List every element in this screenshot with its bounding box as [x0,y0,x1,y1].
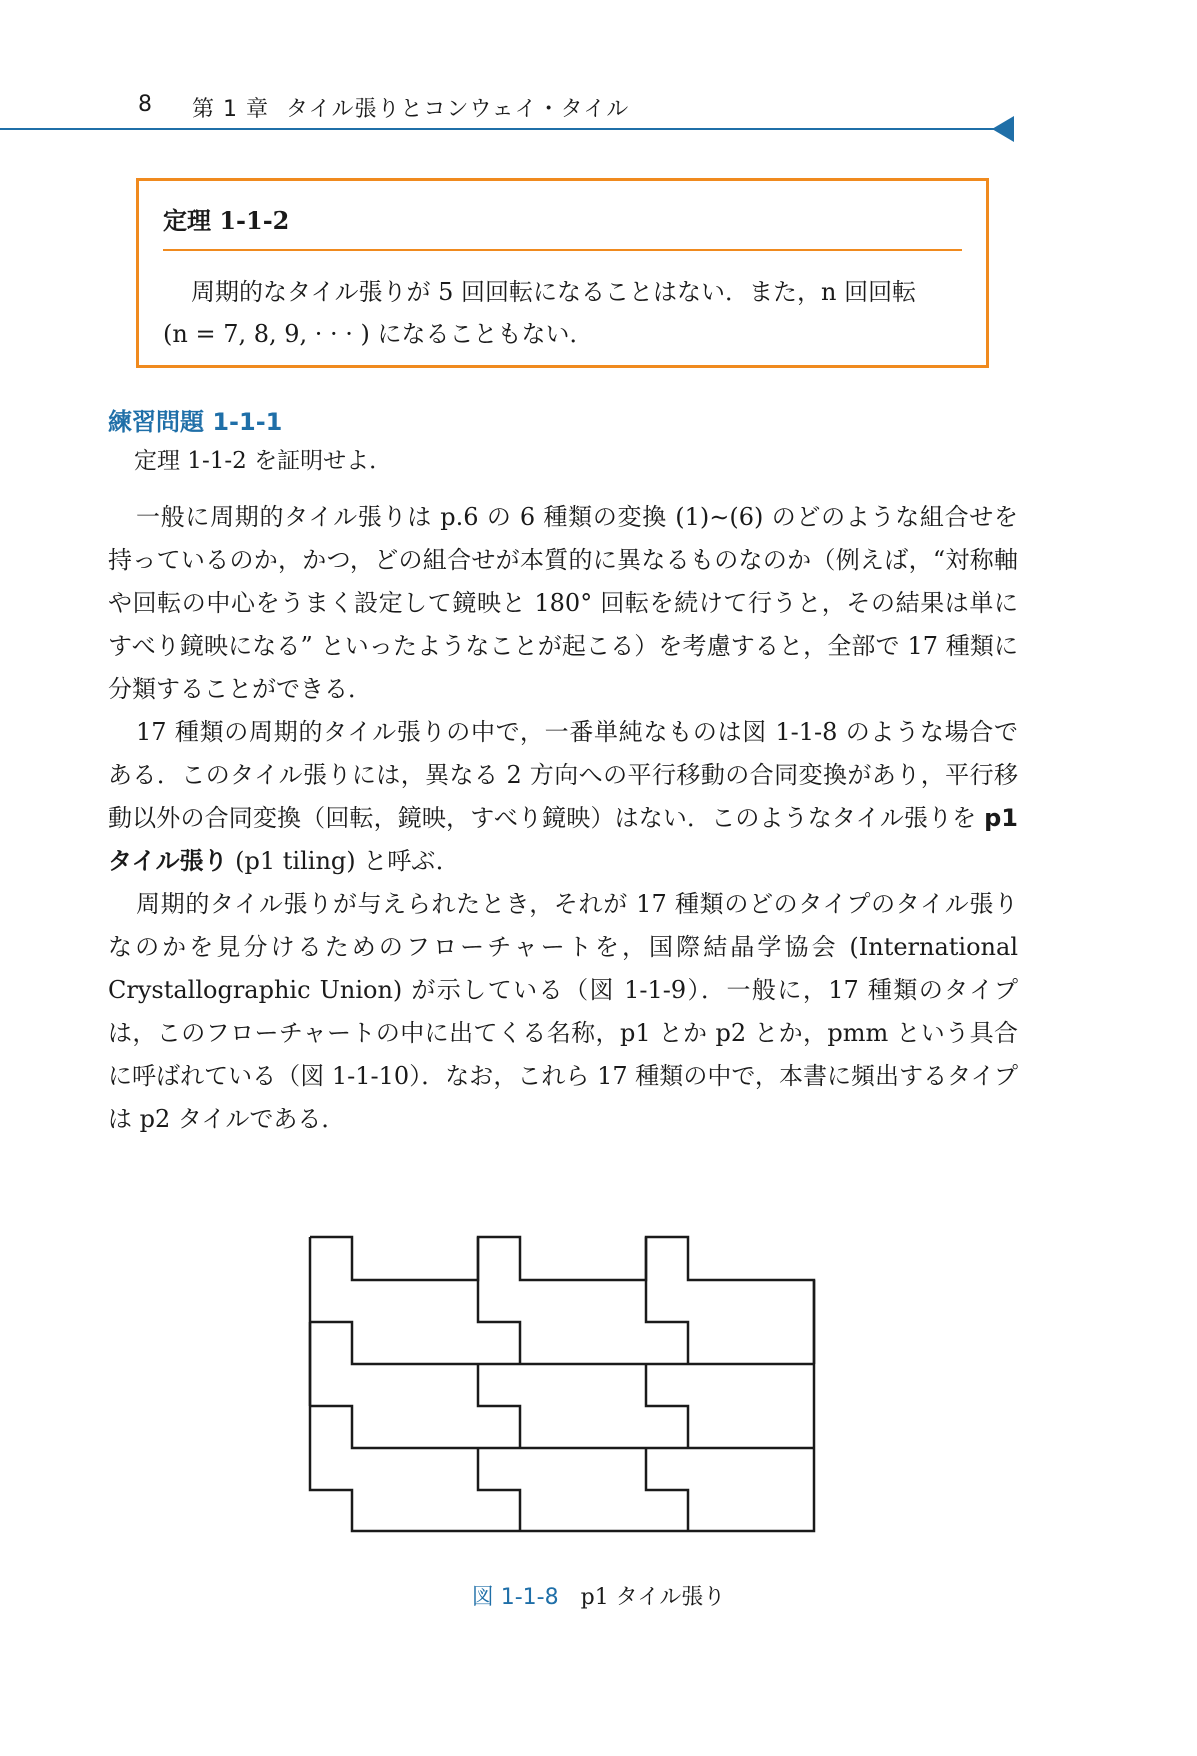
theorem-line-2: (n = 7, 8, 9, · · · ) になることもない． [163,320,594,348]
tile-edge [478,1448,520,1531]
theorem-box [136,178,989,368]
tile-edge [646,1448,688,1531]
page-number: 8 [138,92,152,117]
tile-edge [310,1322,814,1364]
tile-row-1 [310,1237,814,1364]
exercise-title: 練習問題 1-1-1 [108,408,283,436]
body-text [108,496,1018,1141]
paragraph-3: 周期的タイル張りが与えられたとき，それが 17 種類のどのタイプのタイル張りなのかを見分けるためのフローチャートを，国際結晶学協会 (International Crystallographic Union) が示している（図 1-1-9）．一般に，17 種類のタイプは，このフローチャートの中に出てくる名称，p1 とか p2 とか，pmm という具合に呼ばれている（図 1-1-10）．なお，これら 17 種類の中で，本書に頻出するタイプは p2 タイルである． [108,890,1018,1133]
chapter-title: タイル張りとコンウェイ・タイル [286,97,630,122]
term-p1-tiling: p1 タイル張り [108,804,1018,875]
paragraph-2 [108,711,1018,883]
exercise-body: 定理 1-1-2 を証明せよ． [134,448,393,474]
tile-edge [478,1237,520,1364]
theorem-title: 定理 1-1-2 [163,206,290,235]
p1-tiling-figure [0,1230,1197,1560]
tile-edge [478,1364,520,1448]
tile-edge [646,1237,688,1364]
tile-edge [310,1406,814,1448]
tile [310,1237,814,1364]
paragraph-2-text-a: 17 種類の周期的タイル張りの中で，一番単純なものは図 1-1-8 のような場合である．このタイル張りには，異なる 2 方向への平行移動の合同変換があり，平行移動以外の合同変換（回転，鏡映，すべり鏡映）はない．このようなタイル張りを [108,718,1018,832]
chapter-label: 第 1 章 [192,97,269,122]
figure-caption [0,1580,1197,1611]
paragraph-1: 一般に周期的タイル張りは p.6 の 6 種類の変換 (1)∼(6) のどのような組合せを持っているのか，かつ，どの組合せが本質的に異なるものなのか（例えば，“対称軸や回転の中心をうまく設定して鏡映と 180° 回転を続けて行うと，その結果は単にすべり鏡映になる” といったようなことが起こる）を考慮すると，全部で 17 種類に分類することができる． [108,503,1018,703]
header-triangle-icon [992,116,1014,142]
theorem-body [163,271,966,355]
header-rule [0,128,1010,130]
figure-caption-text: p1 タイル張り [580,1585,726,1610]
tile-edge [646,1364,688,1448]
theorem-line-1: 周期的なタイル張りが 5 回回転になることはない．また，n 回回転 [191,278,917,306]
figure-number: 図 1-1-8 [471,1585,559,1610]
theorem-divider [163,249,962,251]
paragraph-2-text-b: (p1 tiling) と呼ぶ． [227,847,460,875]
